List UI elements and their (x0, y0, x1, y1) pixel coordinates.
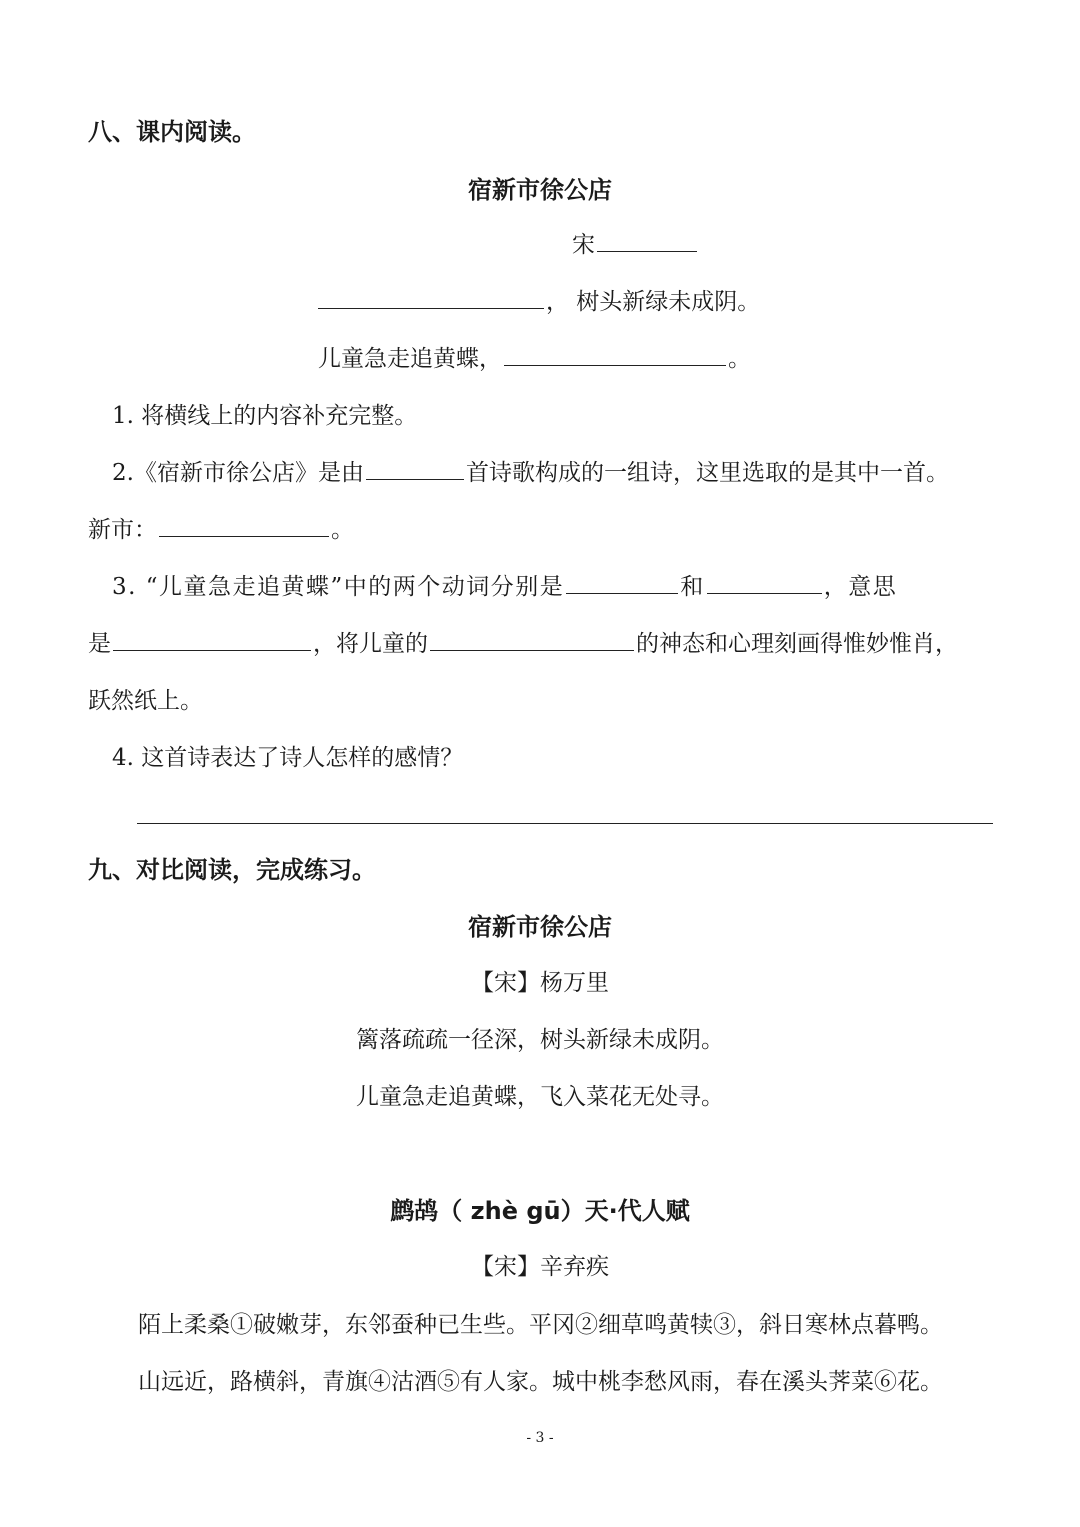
poem1-author: 【宋】杨万里 (471, 970, 609, 996)
poem2-title: 鹧鸪（ zhè gū）天·代人赋 (390, 1197, 690, 1225)
line2-prefix: 儿童急走追黄蝶， (318, 346, 502, 372)
question-1: 1. 将横线上的内容补充完整。 (112, 403, 418, 429)
section8-author-line (572, 234, 699, 257)
poem2-line1: 陌上柔桑①破嫩芽，东邻蚕种已生些。平冈②细草鸣黄犊③，斜日寒林点暮鸭。 (138, 1312, 943, 1338)
question-3 (112, 576, 897, 599)
q2-count-blank[interactable] (366, 478, 464, 480)
question-4: 4. 这首诗表达了诗人怎样的感情？ (112, 745, 464, 771)
line1-suffix: ， 树头新绿未成阴。 (546, 289, 761, 315)
q3-text-e: ，将儿童的 (313, 631, 428, 657)
section8-heading: 八、课内阅读。 (88, 118, 256, 146)
q2-xinshi-blank[interactable] (159, 535, 329, 537)
question-2 (112, 462, 949, 485)
q2-text-d: 。 (331, 517, 354, 543)
q3-verb1-blank[interactable] (566, 592, 678, 594)
question-3-line2 (88, 633, 958, 656)
question-3-line3: 跃然纸上。 (88, 688, 203, 714)
poem2-line2: 山远近，路横斜，青旗④沽酒⑤有人家。城中桃李愁风雨，春在溪头荠菜⑥花。 (138, 1369, 943, 1395)
q3-text-d: 是 (88, 631, 111, 657)
poem1-title: 宿新市徐公店 (468, 913, 612, 941)
q3-meaning-blank[interactable] (113, 649, 311, 651)
poem1-line2: 儿童急走追黄蝶，飞入菜花无处寻。 (356, 1084, 724, 1110)
q3-verb2-blank[interactable] (707, 592, 822, 594)
dynasty-label: 宋 (572, 232, 595, 258)
q2-text-a: 2.《宿新市徐公店》是由 (112, 460, 364, 486)
page-number: - 3 - (526, 1430, 554, 1446)
q3-manner-blank[interactable] (430, 649, 634, 651)
q2-text-b: 首诗歌构成的一组诗，这里选取的是其中一首。 (465, 460, 949, 486)
section9-heading: 九、对比阅读，完成练习。 (88, 856, 376, 884)
author-blank[interactable] (597, 250, 697, 252)
poem-line1 (316, 291, 760, 314)
q3-text-c: ，意思 (823, 574, 898, 600)
q3-text-b: 和 (680, 574, 705, 600)
q2-text-c: 新市： (88, 517, 157, 543)
q3-text-a: 3. “儿童急走追黄蝶”中的两个动词分别是 (112, 574, 565, 600)
line2-blank[interactable] (504, 364, 726, 366)
q4-answer-line[interactable] (137, 823, 993, 824)
poem2-author: 【宋】辛弃疾 (471, 1254, 609, 1280)
line1-blank[interactable] (318, 307, 544, 309)
line2-suffix: 。 (728, 346, 751, 372)
poem-line2 (318, 348, 751, 371)
q3-text-f: 的神态和心理刻画得惟妙惟肖， (636, 631, 958, 657)
poem1-line1: 篱落疏疏一径深，树头新绿未成阴。 (356, 1027, 724, 1053)
section8-poem-title: 宿新市徐公店 (468, 176, 612, 204)
question-2-line2 (88, 519, 354, 542)
